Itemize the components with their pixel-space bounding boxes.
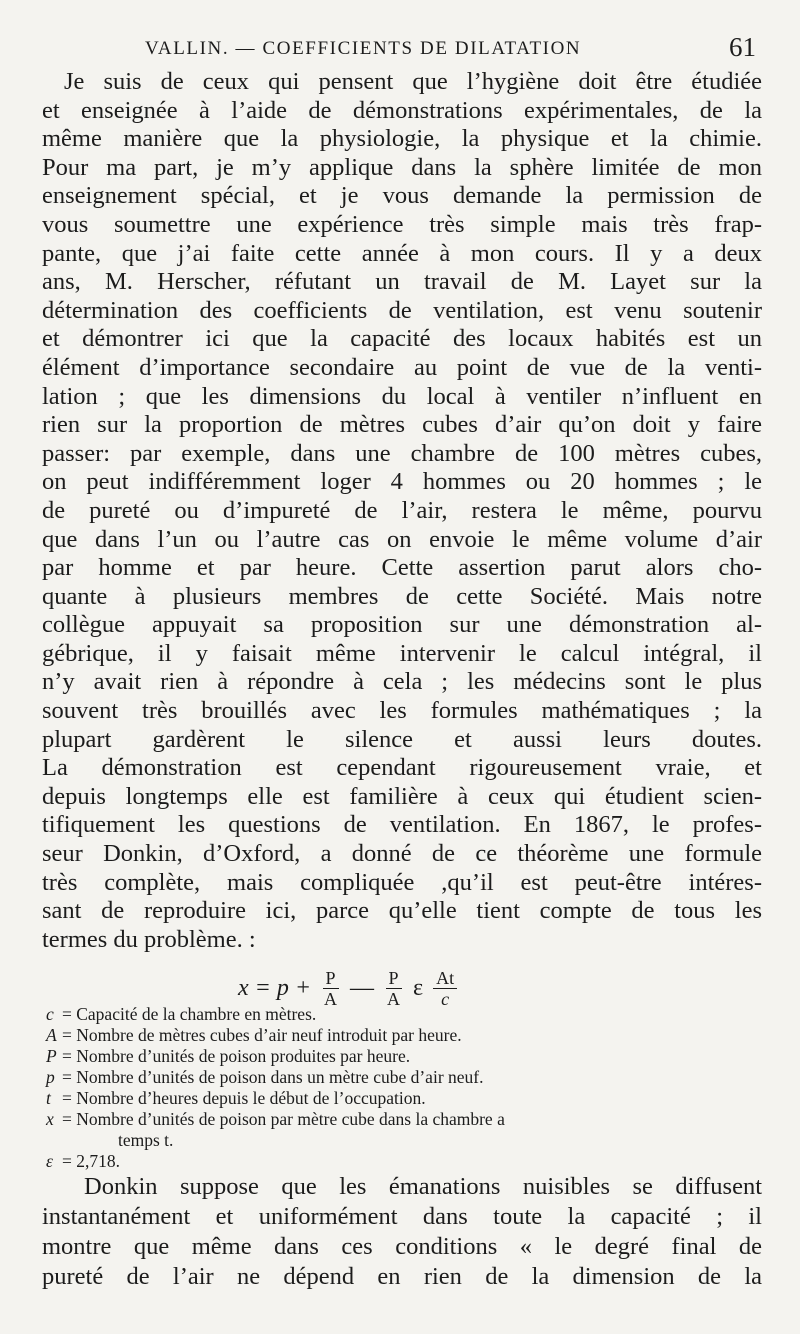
fraction-denominator: c: [441, 988, 450, 1009]
text-line: et démontrer ici que la capacité des locaux habités est un: [42, 325, 762, 353]
text-line: collègue appuyait sa proposition sur une démonstration al-: [42, 611, 762, 639]
text-line: gébrique, il y faisait même intervenir le calcul intégral, il: [42, 639, 762, 667]
text-line: Pour ma part, je m’y applique dans la sphère limitée de mon: [42, 153, 762, 181]
epsilon-symbol: ε: [413, 974, 424, 1001]
text-line: lation ; que les dimensions du local à ventiler n’influent en: [42, 382, 762, 410]
definition-row: [46, 1067, 766, 1088]
fraction-denominator: A: [324, 988, 338, 1009]
text-line: montre que même dans ces conditions « le degré final de: [42, 1233, 762, 1260]
text-line: sant de reproduire ici, parce qu’elle tient compte de tous les: [42, 897, 762, 925]
definition-text: = Nombre d’unités de poison produites par heure.: [62, 1046, 411, 1066]
text-line: et enseignée à l’aide de démonstrations expérimentales, de la: [42, 96, 762, 124]
definition-text: = Nombre d’unités de poison par mètre cube dans la chambre a: [62, 1109, 505, 1129]
page-number: 61: [729, 32, 756, 62]
text-line: instantanément et uniformément dans toute la capacité ; il: [42, 1203, 762, 1230]
definition-row: [46, 1088, 766, 1109]
text-line: enseignement spécial, et je vous demande la permission de: [42, 182, 762, 210]
text-line: termes du problème. :: [42, 925, 256, 953]
definition-row: [46, 1151, 766, 1172]
definition-text: = Nombre d’unités de poison dans un mètre cube d’air neuf.: [62, 1067, 484, 1087]
fraction-p-over-a: [321, 968, 340, 1009]
text-line: pante, que j’ai faite cette année à mon cours. Il y a deux: [42, 239, 762, 267]
definition-symbol: p: [46, 1067, 55, 1087]
text-line: La démonstration est cependant rigoureusement vraie, et: [42, 754, 762, 782]
text-line: plupart gardèrent le silence et aussi leurs doutes.: [42, 725, 762, 753]
definition-row: [46, 1046, 766, 1067]
text-line: détermination des coefficients de ventilation, est venu soutenir: [42, 296, 762, 324]
definition-row: [46, 1004, 766, 1025]
text-line: ans, M. Herscher, réfutant un travail de M. Layet sur la: [42, 268, 762, 296]
text-line: rien sur la proportion de mètres cubes d’air qu’on doit y faire: [42, 411, 762, 439]
formula-lhs: x = p +: [238, 974, 312, 1001]
main-paragraph: [42, 68, 762, 954]
text-line: pureté de l’air ne dépend en rien de la dimension de la: [42, 1263, 762, 1290]
text-line: Je suis de ceux qui pensent que l’hygiène doit être étudiée: [64, 68, 762, 95]
fraction-denominator: A: [387, 988, 401, 1009]
fraction-numerator: P: [386, 968, 402, 989]
minus-sign: —: [350, 974, 375, 1001]
definition-symbol: A: [46, 1025, 57, 1045]
text-line: n’y avait rien à répondre à cela ; les médecins sont le plus: [42, 668, 762, 696]
definition-continuation: [46, 1130, 766, 1151]
text-line: même manière que la physiologie, la physique et la chimie.: [42, 125, 762, 153]
definition-text: temps t.: [118, 1130, 174, 1150]
definition-row: [46, 1109, 766, 1130]
definition-row: [46, 1025, 766, 1046]
text-line: passer: par exemple, dans une chambre de 100 mètres cubes,: [42, 439, 762, 467]
definition-text: = Nombre de mètres cubes d’air neuf introduit par heure.: [62, 1025, 462, 1045]
fraction-p-over-a-2: [384, 968, 403, 1009]
fraction-numerator: P: [323, 968, 339, 989]
definition-symbol: P: [46, 1046, 57, 1066]
text-line: seur Donkin, d’Oxford, a donné de ce théorème une formule: [42, 840, 762, 868]
text-line: élément d’importance secondaire au point de vue de la venti-: [42, 353, 762, 381]
text-line: que dans l’un ou l’autre cas on envoie le même volume d’air: [42, 525, 762, 553]
text-line: souvent très brouillés avec les formules mathématiques ; la: [42, 697, 762, 725]
text-line: par homme et par heure. Cette assertion parut alors cho-: [42, 554, 762, 582]
definition-text: = Capacité de la chambre en mètres.: [62, 1004, 317, 1024]
fraction-numerator: At: [433, 968, 457, 989]
definition-text: = 2,718.: [62, 1151, 120, 1171]
text-line: on peut indifféremment loger 4 hommes ou 20 hommes ; le: [42, 468, 762, 496]
text-line: depuis longtemps elle est familière à ceux qui étudient scien-: [42, 782, 762, 810]
definition-symbol: x: [46, 1109, 54, 1129]
definition-symbol: ε: [46, 1151, 53, 1171]
definition-text: = Nombre d’heures depuis le début de l’occupation.: [62, 1088, 426, 1108]
page-header: [40, 30, 770, 66]
text-line: de pureté ou d’impureté de l’air, restera le même, pourvu: [42, 496, 762, 524]
definition-symbol: c: [46, 1004, 54, 1024]
text-line: Donkin suppose que les émanations nuisibles se diffusent: [84, 1173, 762, 1200]
running-head: VALLIN. — COEFFICIENTS DE DILATATION: [145, 38, 582, 59]
variable-definitions: [46, 1004, 766, 1172]
text-line: quante à plusieurs membres de cette Société. Mais notre: [42, 582, 762, 610]
text-line: tifiquement les questions de ventilation. En 1867, le profes-: [42, 811, 762, 839]
definition-symbol: t: [46, 1088, 51, 1108]
exponent-fraction: [433, 968, 457, 1009]
second-paragraph: [42, 1172, 762, 1292]
text-line: vous soumettre une expérience très simple mais très frap-: [42, 210, 762, 238]
text-line: très complète, mais compliquée ,qu’il est peut-être intéres-: [42, 868, 762, 896]
